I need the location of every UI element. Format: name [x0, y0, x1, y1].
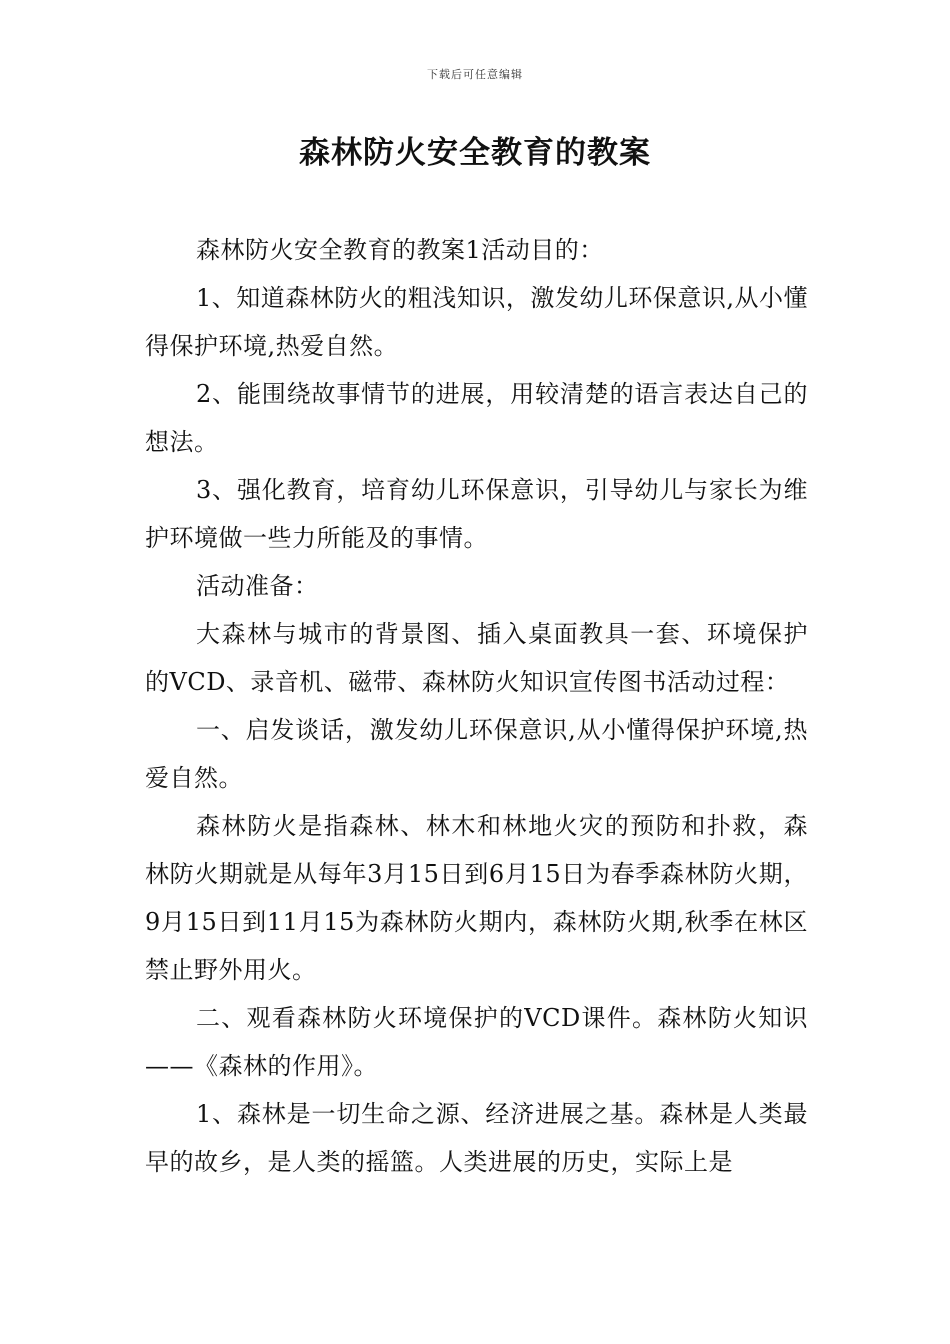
paragraph: 活动准备：	[196, 572, 319, 600]
paragraph: 1、森林是一切生命之源、经济进展之基。森林是人类最早的故乡，是人类的摇篮。人类进展的历史，实际上是	[145, 1100, 808, 1176]
paragraph: 大森林与城市的背景图、插入桌面教具一套、环境保护的VCD、录音机、磁带、森林防火知识宣传图书活动过程：	[145, 620, 808, 696]
paragraph: 1、知道森林防火的粗浅知识，激发幼儿环保意识,从小懂得保护环境,热爱自然。	[145, 284, 808, 360]
header-note: 下载后可任意编辑	[427, 68, 523, 81]
paragraph: 2、能围绕故事情节的进展，用较清楚的语言表达自己的想法。	[145, 380, 808, 456]
paragraph: 森林防火安全教育的教案1活动目的：	[196, 236, 604, 264]
paragraph: 一、启发谈话，激发幼儿环保意识,从小懂得保护环境,热爱自然。	[145, 716, 808, 792]
paragraph: 3、强化教育，培育幼儿环保意识，引导幼儿与家长为维护环境做一些力所能及的事情。	[145, 476, 808, 552]
document-body	[145, 226, 808, 1186]
paragraph: 二、观看森林防火环境保护的VCD课件。森林防火知识——《森林的作用》。	[145, 1004, 808, 1080]
paragraph: 森林防火是指森林、林木和林地火灾的预防和扑救，森林防火期就是从每年3月15日到6月15日为春季森林防火期，9月15日到11月15为森林防火期内，森林防火期,秋季在林区禁止野外用火。	[145, 812, 808, 984]
document-title: 森林防火安全教育的教案	[299, 135, 651, 171]
